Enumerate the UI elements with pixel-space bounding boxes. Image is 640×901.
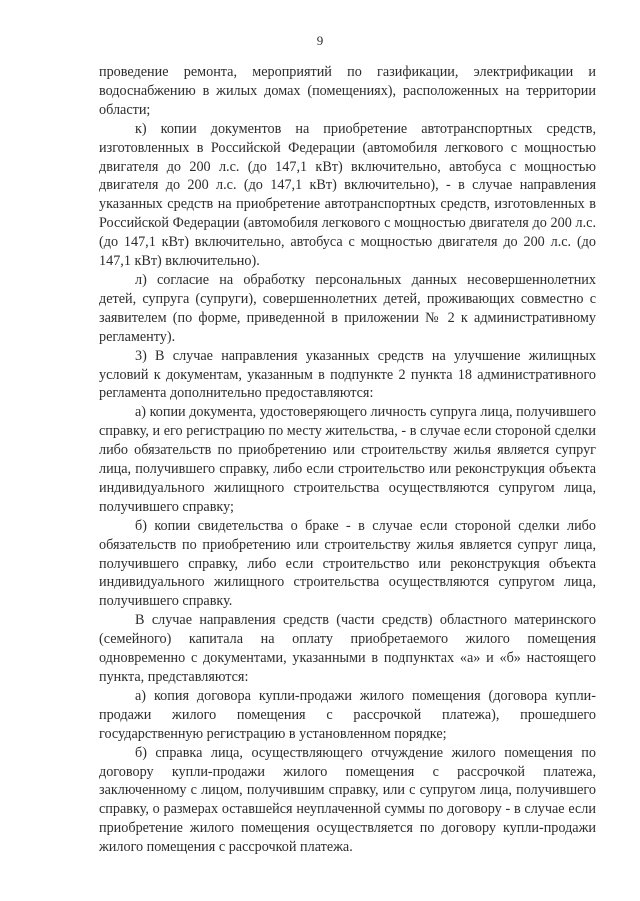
page-number: 9 (316, 33, 324, 48)
paragraph-continuation-territory: проведение ремонта, мероприятий по газификации, электрификации и водоснабжению в жилых домах (помещениях), расположенных на территории области; (99, 64, 596, 118)
paragraph-subitem-b-marriage-cert: б) копии свидетельства о браке - в случае если стороной сделки либо обязательств по приобретению или строительству жилья является супруг лица, получившего справку, либо если строительство или реконструкция объекта индивидуального жилищного строительства осуществляются супругом лица, получившего справку. (99, 517, 596, 610)
paragraph-subitem-a-spouse-id: а) копии документа, удостоверяющего личность супруга лица, получившего справку, и его регистрацию по месту жительства, - в случае если стороной сделки либо обязательств по приобретению или строительству жилья является супруг лица, получившего справку, либо если строительство или реконструкция объекта индивидуального жилищного строительства осуществляются супругом лица, получившего справку; (99, 404, 596, 515)
paragraph-item-k-vehicles: к) копии документов на приобретение автотранспортных средств, изготовленных в Российской Федерации (автомобиля легкового с мощностью двигателя до 200 л.с. (до 147,1 кВт) включительно, автобуса с мощностью двигателя до 200 л.с. (до 147,1 кВт) включительно), - в случае направления указанных средств на приобретение автотранспортных средств, изготовленных в Российской Федерации (автомобиля легкового с мощностью двигателя до 200 л.с. (до 147,1 кВт) включительно, автобуса с мощностью двигателя до 200 л.с. (до 147,1 кВт) включительно). (99, 120, 596, 270)
paragraph-item-l-consent: л) согласие на обработку персональных данных несовершеннолетних детей, супруга (супруги), совершеннолетних детей, проживающих совместно с заявителем (по форме, приведенной в приложении № 2 к административному регламенту). (99, 271, 596, 345)
paragraph-regional-capital: В случае направления средств (части средств) областного материнского (семейного) капитала на оплату приобретаемого жилого помещения одновременно с документами, указанными в подпунктах «а» и «б» настоящего пункта, представляются: (99, 612, 596, 685)
paragraph-item-3-housing: 3) В случае направления указанных средств на улучшение жилищных условий к документам, указанным в подпункте 2 пункта 18 административного регламента дополнительно предоставляются: (99, 347, 596, 402)
paragraph-subitem-a-contract: а) копия договора купли-продажи жилого помещения (договора купли-продажи жилого помещения с рассрочкой платежа), прошедшего государственную регистрацию в установленном порядке; (99, 687, 596, 742)
paragraph-subitem-b-seller-statement: б) справка лица, осуществляющего отчуждение жилого помещения по договору купли-продажи жилого помещения с рассрочкой платежа, заключенному с лицом, получившим справку, или с супругом лица, получившего справку, о размерах оставшейся неуплаченной суммы по договору - в случае если приобретение жилого помещения осуществляется по договору купли-продажи жилого помещения с рассрочкой платежа. (99, 744, 596, 856)
document-body (99, 63, 596, 857)
